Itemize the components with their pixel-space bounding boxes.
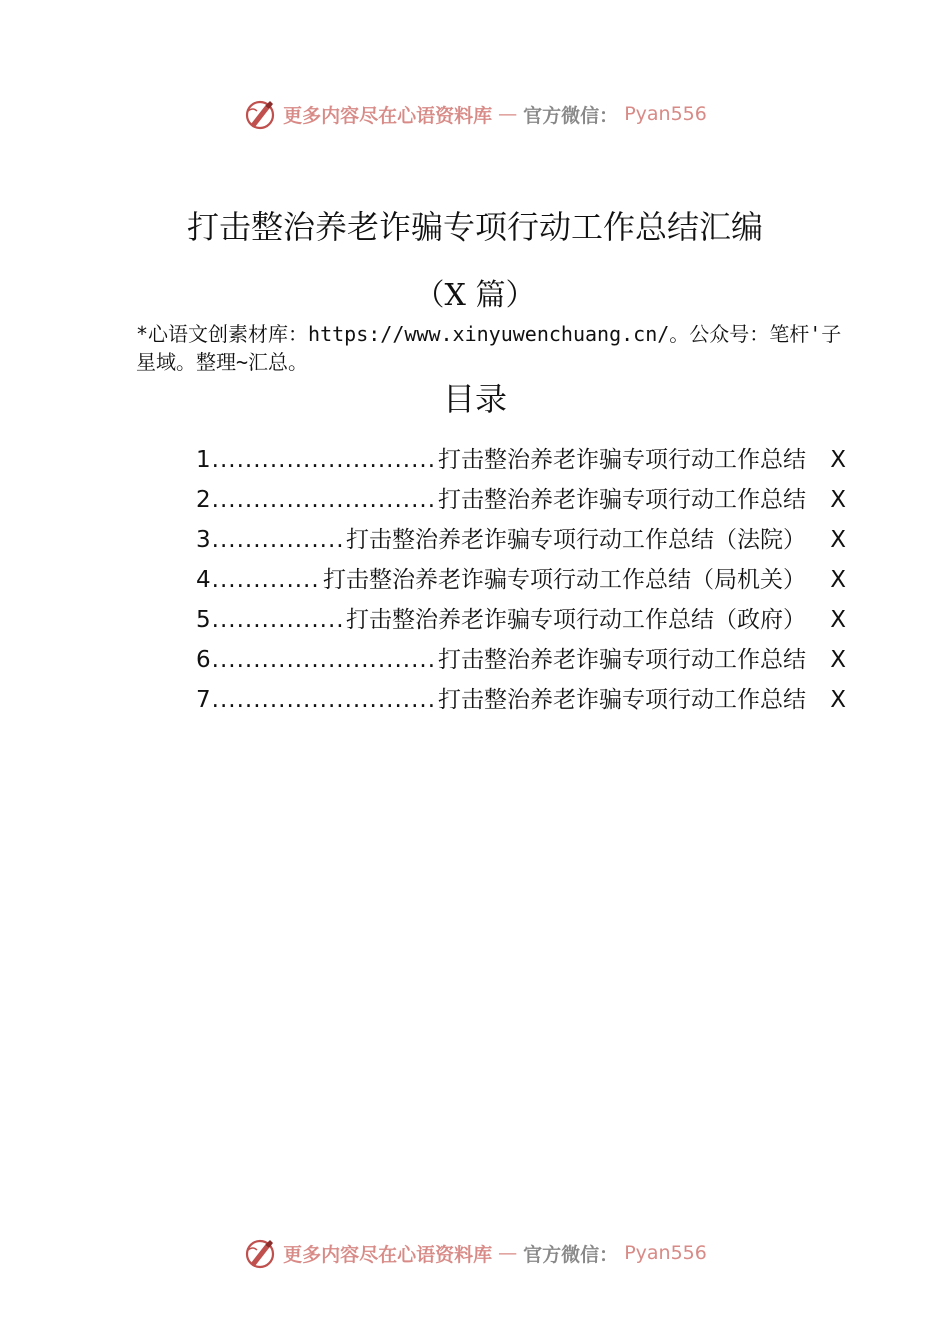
document-subtitle: （X 篇） bbox=[414, 278, 536, 313]
banner-wechat-label: 官方微信： bbox=[523, 104, 619, 127]
banner-dash: — bbox=[498, 103, 518, 125]
toc-item-number: 4 bbox=[196, 567, 211, 593]
toc-item-text: 打击整治养老诈骗专项行动工作总结 bbox=[438, 687, 806, 713]
banner-dash: — bbox=[498, 1242, 518, 1264]
toc-item-page: X bbox=[830, 687, 846, 713]
toc-item-page: X bbox=[830, 607, 846, 633]
toc-item-2[interactable] bbox=[196, 481, 846, 521]
toc-item-text: 打击整治养老诈骗专项行动工作总结 bbox=[438, 487, 806, 513]
toc-item-text: 打击整治养老诈骗专项行动工作总结（局机关） bbox=[323, 567, 806, 593]
toc-leader-dots bbox=[212, 567, 322, 593]
banner-wechat-id: Pyan556 bbox=[624, 103, 707, 125]
toc-heading: 目录 bbox=[442, 380, 507, 418]
toc-item-text: 打击整治养老诈骗专项行动工作总结 bbox=[438, 647, 806, 673]
pen-circle-logo-icon bbox=[243, 1236, 277, 1270]
banner-wechat-id: Pyan556 bbox=[624, 1242, 707, 1264]
toc-item-page: X bbox=[830, 647, 846, 673]
toc-leader-dots bbox=[212, 447, 437, 473]
toc-leader-dots bbox=[212, 607, 345, 633]
toc-item-number: 6 bbox=[196, 647, 211, 673]
toc-leader-dots bbox=[212, 527, 345, 553]
toc-item-5[interactable] bbox=[196, 601, 846, 641]
toc-item-number: 3 bbox=[196, 527, 211, 553]
toc-item-page: X bbox=[830, 447, 846, 473]
toc-item-6[interactable] bbox=[196, 641, 846, 681]
toc-item-text: 打击整治养老诈骗专项行动工作总结（法院） bbox=[346, 527, 806, 553]
toc-leader-dots bbox=[212, 687, 437, 713]
toc-item-number: 5 bbox=[196, 607, 211, 633]
toc-item-number: 1 bbox=[196, 447, 211, 473]
toc-item-page: X bbox=[830, 487, 846, 513]
toc-item-number: 2 bbox=[196, 487, 211, 513]
header-banner bbox=[0, 94, 950, 134]
toc-item-text: 打击整治养老诈骗专项行动工作总结 bbox=[438, 447, 806, 473]
toc-item-1[interactable] bbox=[196, 441, 846, 481]
pen-circle-logo-icon bbox=[243, 97, 277, 131]
banner-wechat-label: 官方微信： bbox=[523, 1243, 619, 1266]
source-note: *心语文创素材库：https://www.xinyuwenchuang.cn/。公众号：笔杆'子星域。整理~汇总。 bbox=[136, 322, 842, 374]
toc-item-7[interactable] bbox=[196, 681, 846, 721]
table-of-contents bbox=[196, 441, 846, 721]
banner-text: 更多内容尽在心语资料库 bbox=[283, 104, 493, 127]
toc-item-3[interactable] bbox=[196, 521, 846, 561]
toc-item-page: X bbox=[830, 567, 846, 593]
footer-banner bbox=[0, 1233, 950, 1273]
toc-leader-dots bbox=[212, 647, 437, 673]
banner-text: 更多内容尽在心语资料库 bbox=[283, 1243, 493, 1266]
toc-leader-dots bbox=[212, 487, 437, 513]
toc-item-text: 打击整治养老诈骗专项行动工作总结（政府） bbox=[346, 607, 806, 633]
toc-item-number: 7 bbox=[196, 687, 211, 713]
toc-item-4[interactable] bbox=[196, 561, 846, 601]
toc-item-page: X bbox=[830, 527, 846, 553]
document-title: 打击整治养老诈骗专项行动工作总结汇编 bbox=[186, 208, 763, 246]
